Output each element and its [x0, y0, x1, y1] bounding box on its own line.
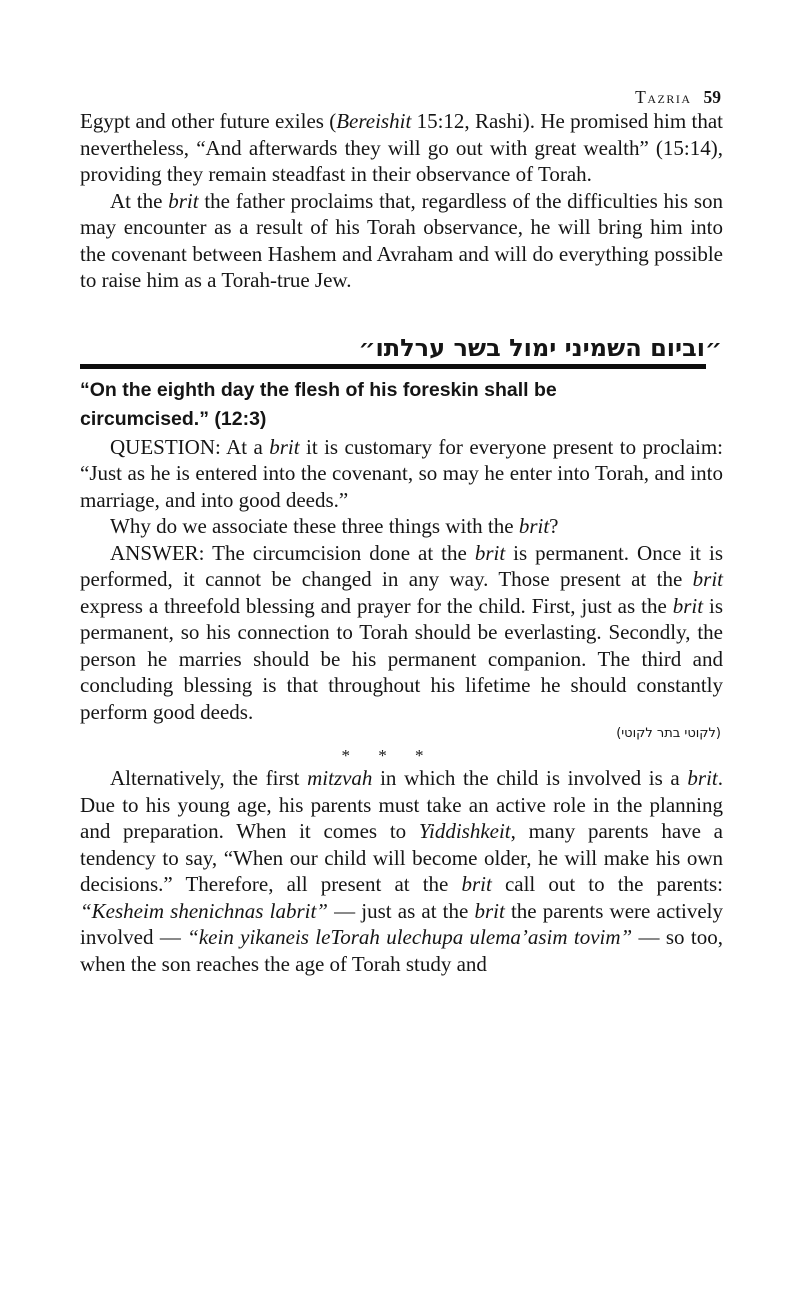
heading-rule	[80, 364, 706, 369]
running-header	[80, 86, 723, 108]
section-title: Tazria	[635, 87, 692, 107]
paragraph-question: QUESTION: At a brit it is customary for everyone present to proclaim: “Just as he is entered into the covenant, so may he enter into Torah, and into marriage, and into good deeds.”	[80, 434, 723, 512]
paragraph-exiles: Egypt and other future exiles (Bereishit 15:12, Rashi). He promised him that nevertheless, “And afterwards they will go out with great wealth” (15:14), providing they remain steadfast in their observance of Torah.	[80, 109, 724, 186]
verse-translation-heading: “On the eighth day the flesh of his foreskin shall be circumcised.” (12:3)	[80, 378, 557, 430]
section-heading	[80, 334, 723, 434]
hebrew-verse-heading: ״וביום השמיני ימול בשר ערלתו״	[358, 333, 722, 362]
paragraph-why: Why do we associate these three things with the brit?	[110, 514, 559, 538]
paragraph-brit-father: At the brit the father proclaims that, regardless of the difficulties his son may encounter as a result of his Torah observance, he will bring him into the covenant between Hashem and Avraham and will do everything possible to raise him as a Torah-true Jew.	[80, 188, 723, 292]
asterisk-separator: * * *	[341, 746, 436, 765]
paragraph-alternative: Alternatively, the first mitzvah in which the child is involved is a brit. Due to his young age, his parents must take an active role in the planning and preparation. When it comes to Yiddishkeit, many parents have a tendency to say, “When our child will become older, he will make his own decisions.” Therefore, all present at the brit call out to the parents: “Kesheim shenichnas labrit” — just as at the brit the parents were actively involved — “kein yikaneis leTorah ulechupa ulema’asim tovim” — so too, when the son reaches the age of Torah study and	[80, 766, 723, 976]
paragraph-answer: ANSWER: The circumcision done at the brit is permanent. Once it is performed, it cannot be changed in any way. Those present at the brit express a threefold blessing and prayer for the child. First, just as the brit is permanent, so his connection to Torah should be everlasting. Secondly, the person he marries should be his permanent companion. The third and concluding blessing is that throughout his lifetime he should constantly perform good deeds.	[80, 540, 723, 724]
page-number: 59	[703, 87, 721, 107]
source-attribution: (לקוטי בתר לקוטי)	[616, 726, 721, 741]
